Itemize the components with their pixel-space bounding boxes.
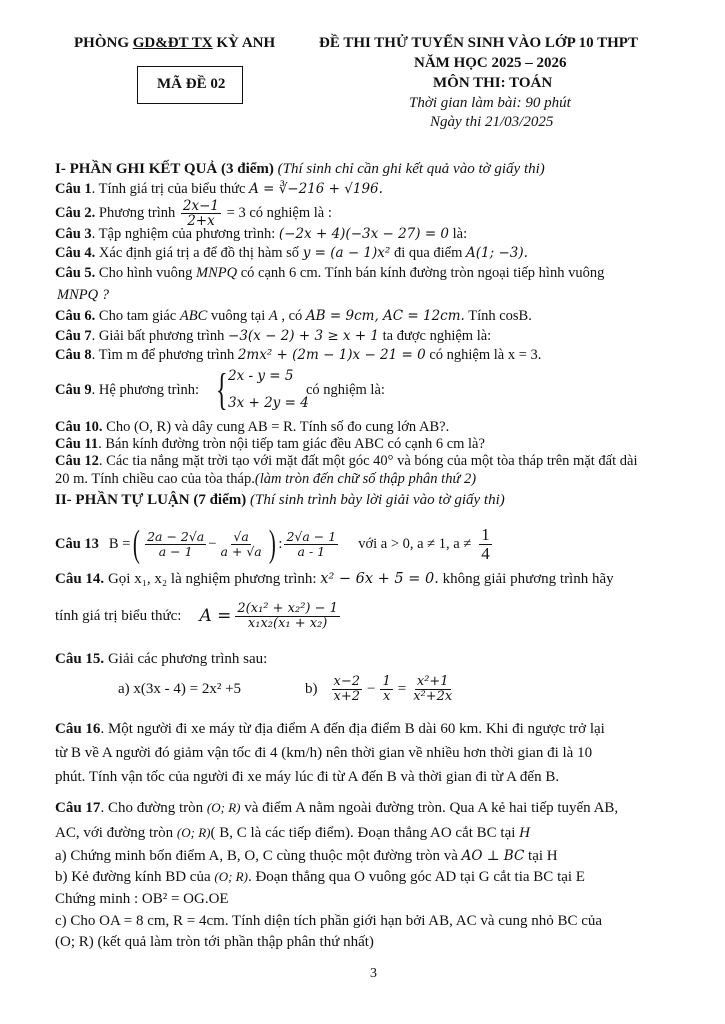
q15-a: a) x(3x - 4) = 2x² +5: [118, 681, 242, 697]
q15-frac2: [380, 675, 392, 703]
q13-minus: −: [208, 535, 217, 552]
question-15: [55, 651, 267, 668]
question-14: [55, 571, 614, 588]
q17-circle2: (O; R): [176, 825, 211, 840]
q9-label: Câu 9: [55, 382, 92, 398]
q8-expr: 2mx² + (2m − 1)x − 21 = 0: [237, 347, 426, 363]
q8-tail: có nghiệm là x = 3.: [425, 347, 542, 363]
q13-b: B =: [108, 535, 131, 552]
q2-text-b: = 3 có nghiệm là :: [223, 205, 332, 221]
question-1: [55, 181, 383, 198]
part1-note: (Thí sinh chỉ cần ghi kết quả vào tờ giấy thi): [277, 161, 545, 177]
q6-name: ABC: [179, 308, 208, 324]
question-7: [55, 328, 491, 345]
q14-fraction: [235, 602, 340, 630]
q9-tail: có nghiệm là:: [306, 382, 385, 398]
q6-text-b: vuông tại: [207, 308, 269, 324]
q13-label: Câu 13: [55, 535, 99, 552]
q15-f3n: x²+1: [416, 673, 449, 689]
q17-label: Câu 17: [55, 800, 101, 816]
q15-frac3: [411, 675, 454, 703]
q14-den: x₁x₂(x₁ + x₂): [247, 615, 328, 631]
q2-fraction: [181, 199, 221, 228]
q7-label: Câu 7: [55, 328, 92, 344]
q3-expr: (−2x + 4)(−3x − 27) = 0: [278, 226, 450, 242]
q5-text-b: có cạnh 6 cm. Tính bán kính đường tròn ngoại tiếp hình vuông: [237, 265, 605, 281]
q17-a-text: a) Chứng minh bốn điểm A, B, O, C cùng thuộc một đường tròn và: [55, 848, 462, 864]
q6-text-c: , có: [277, 308, 306, 324]
question-2: [55, 199, 332, 228]
q15-f2d: x: [382, 688, 391, 704]
q13-f2n: √a: [233, 529, 249, 545]
q9-eq2: 3x + 2y = 4: [228, 395, 309, 411]
question-9: [55, 382, 199, 399]
q8-label: Câu 8: [55, 347, 92, 363]
exam-title: ĐỀ THI THỬ TUYỂN SINH VÀO LỚP 10 THPT: [319, 35, 638, 51]
q15-frac1: [332, 675, 363, 703]
q11-label: Câu 11: [55, 436, 99, 452]
q16-l2: từ B về A người đó giảm vận tốc đi 4 (km/h) nên thời gian về nhiều hơn thời gian đi là 10: [55, 745, 593, 761]
q15-minus: −: [367, 680, 376, 697]
q14-text: Gọi x₁, x₂ là nghiệm phương trình:: [104, 571, 321, 587]
office-name: PHÒNG GD&ĐT TX KỲ ANH: [74, 35, 276, 51]
q13-f2d: a + √a: [220, 543, 262, 559]
q13-frac1: [145, 530, 206, 557]
question-4: [55, 245, 528, 262]
part2-heading: [55, 492, 505, 509]
q15-b-label: b): [305, 680, 318, 697]
q1-label: Câu 1: [55, 181, 92, 197]
q11-text: . Bán kính đường tròn nội tiếp tam giác đều ABC có cạnh 6 cm là?: [98, 436, 485, 452]
q6-label: Câu 6.: [55, 308, 96, 324]
q17-b1b: . Đoạn thẳng qua O vuông góc AD tại G cắt tia BC tại E: [247, 869, 585, 885]
q4-text: Xác định giá trị a để đồ thị hàm số: [95, 245, 303, 261]
q17-c2: (O; R) (kết quả làm tròn tới phần thập phân thứ nhất): [55, 934, 374, 950]
q13-f3n: 2√a − 1: [286, 529, 337, 545]
q15-f3d: x²+2x: [413, 688, 453, 704]
q13-paren-close: ): [268, 523, 276, 565]
q14-line2: [55, 595, 342, 637]
q14-num: 2(x₁² + x₂²) − 1: [237, 600, 338, 616]
q13-f1n: 2a − 2√a: [147, 529, 205, 545]
q13-frac2: [218, 530, 263, 557]
q14-label: Câu 14.: [55, 571, 105, 587]
part1-title: I- PHẦN GHI KẾT QUẢ (3 điểm): [55, 161, 274, 177]
q3-label: Câu 3: [55, 226, 92, 242]
q13-qd: 4: [481, 543, 490, 563]
q4-label: Câu 4.: [55, 245, 96, 261]
q17-l2a: AC, với đường tròn: [55, 825, 177, 841]
q15-b-row: [305, 669, 456, 709]
q17-line2: [55, 825, 530, 842]
part1-heading: [55, 161, 545, 178]
question-16: [55, 721, 605, 738]
q6-given: AB = 9cm, AC = 12cm.: [305, 308, 465, 324]
q17-h: H: [519, 825, 531, 841]
q10-label: Câu 10.: [55, 419, 103, 435]
q15-equals: =: [397, 680, 407, 697]
q6-vertex: A: [268, 308, 278, 324]
q14-line2-text: tính giá trị biểu thức:: [55, 607, 182, 624]
q15-f1n: x−2: [333, 673, 360, 689]
q13-qn: 1: [481, 524, 490, 544]
q1-expr: A = ∛−216 + √196.: [249, 181, 383, 197]
q13-frac3: [284, 530, 338, 557]
question-10: [55, 419, 449, 436]
q13-paren-open: (: [133, 523, 141, 565]
q15-f1d: x+2: [333, 688, 360, 704]
q15-f2n: 1: [382, 673, 391, 689]
q5-line2: MNPQ ?: [57, 287, 109, 303]
q13-f3d: a - 1: [297, 543, 326, 559]
q6-text: Cho tam giác: [95, 308, 180, 324]
q17-circle1: (O; R): [206, 800, 241, 815]
q12-line2: [55, 471, 476, 488]
q12-line2-text: 20 m. Tính chiều cao của tòa tháp.: [55, 471, 255, 487]
q17-l1b: và điểm A nằm ngoài đường tròn. Qua A kẻ hai tiếp tuyến AB,: [240, 800, 619, 816]
q17-part-b: [55, 869, 585, 886]
q13-frac4: [479, 526, 492, 563]
question-5: [55, 265, 604, 282]
question-6: [55, 308, 532, 325]
q16-l1: . Một người đi xe máy từ địa điểm A đến địa điểm B dài 60 km. Khi đi ngược trở lại: [100, 721, 605, 737]
duration: Thời gian làm bài: 90 phút: [409, 95, 571, 111]
q12-text: . Các tia nắng mặt trời tạo với mặt đất một góc 40° và bóng của một tòa tháp trên mặt đất dài: [98, 453, 638, 469]
q7-tail: ta được nghiệm là:: [379, 328, 492, 344]
q14-a: A =: [199, 606, 232, 626]
q14-expr: x² − 6x + 5 = 0.: [320, 571, 439, 587]
page-number: 3: [370, 966, 377, 981]
q17-c1: c) Cho OA = 8 cm, R = 4cm. Tính diện tích phần giới hạn bởi AB, AC và cung nhỏ BC của: [55, 913, 603, 929]
q7-text: . Giải bất phương trình: [91, 328, 229, 344]
q1-text: . Tính giá trị của biểu thức: [91, 181, 250, 197]
q17-a-perp: AO ⊥ BC: [461, 848, 525, 864]
office-name-text: KỲ ANH: [212, 35, 276, 51]
question-11: [55, 436, 485, 453]
q2-text-a: Phương trình: [95, 205, 179, 221]
question-8: [55, 347, 541, 364]
q2-num: 2x−1: [182, 198, 220, 214]
q9-eq1: 2x - y = 5: [228, 368, 294, 384]
question-17: [55, 800, 618, 817]
exam-date: Ngày thi 21/03/2025: [430, 114, 554, 130]
q15-label: Câu 15.: [55, 651, 105, 667]
part2-title: II- PHẦN TỰ LUẬN (7 điểm): [55, 492, 247, 508]
q17-a-tail: tại H: [524, 848, 558, 864]
exam-code: MÃ ĐỀ 02: [157, 76, 226, 92]
q4-mid: đi qua điểm: [390, 245, 467, 261]
q16-l3: phút. Tính vận tốc của người đi xe máy lúc đi từ A đến B và thời gian đi từ A đến B.: [55, 769, 560, 785]
q9-text: . Hệ phương trình:: [91, 382, 200, 398]
q15-text: Giải các phương trình sau:: [104, 651, 268, 667]
q3-text: . Tập nghiệm của phương trình:: [91, 226, 279, 242]
q5-label: Câu 5.: [55, 265, 96, 281]
q3-tail: là:: [449, 226, 468, 242]
q17-b1a: b) Kẻ đường kính BD của: [55, 869, 215, 885]
q16-label: Câu 16: [55, 721, 101, 737]
q12-note: (làm tròn đến chữ số thập phân thứ 2): [254, 471, 477, 487]
question-13: [55, 521, 494, 567]
subject: MÔN THI: TOÁN: [433, 75, 553, 91]
q4-expr: y = (a − 1)x²: [302, 245, 391, 261]
part2-note: (Thí sinh trình bày lời giải vào tờ giấy thi): [250, 492, 505, 508]
q13-cond: với a > 0, a ≠ 1, a ≠: [358, 535, 472, 552]
q8-text: . Tìm m để phương trình: [91, 347, 238, 363]
q5-text: Cho hình vuông: [95, 265, 196, 281]
q4-point: A(1; −3).: [466, 245, 528, 261]
q6-tail: Tính cosB.: [464, 308, 532, 324]
q12-label: Câu 12: [55, 453, 99, 469]
q17-l1a: . Cho đường tròn: [100, 800, 207, 816]
q9-brace: {: [216, 365, 228, 414]
q14-tail: không giải phương trình hãy: [438, 571, 614, 587]
q13-f1d: a − 1: [158, 543, 193, 559]
q5-name: MNPQ: [196, 265, 238, 281]
q7-expr: −3(x − 2) + 3 ≥ x + 1: [228, 328, 380, 344]
q10-text: Cho (O, R) và dây cung AB = R. Tính số đo cung lớn AB?.: [102, 419, 450, 435]
q17-b2: Chứng minh : OB² = OG.OE: [55, 891, 229, 907]
q17-circle3: (O; R): [214, 869, 248, 884]
question-12: [55, 453, 637, 470]
q17-l2b: ( B, C là các tiếp điểm). Đoạn thẳng AO cắt BC tại: [210, 825, 520, 841]
q17-part-a: [55, 848, 558, 865]
question-3: [55, 226, 467, 243]
school-year: NĂM HỌC 2025 – 2026: [414, 55, 567, 71]
q13-colon: :: [278, 535, 283, 552]
q2-label: Câu 2.: [55, 205, 96, 221]
q2-den: 2+x: [187, 213, 215, 230]
